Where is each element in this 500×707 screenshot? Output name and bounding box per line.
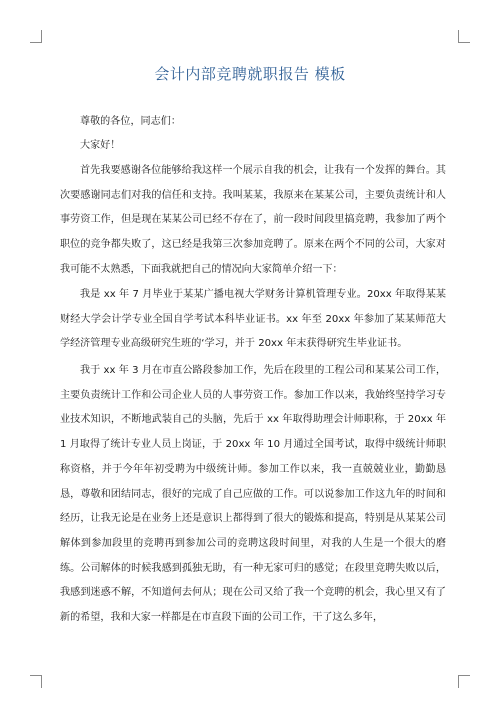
crop-mark-top-right-v (458, 30, 459, 42)
crop-mark-top-left-v (41, 30, 42, 42)
crop-mark-top-left-h (30, 42, 42, 43)
paragraph-career: 我于 xx 年 3 月在市直公路段参加工作，先后在段里的工程公司和某某公司工作，主要负责统计工作和公司企业人员的人事劳资工作。参加工作以来，我始终坚持学习专业技术知识，不断地武装自己的头脑，先后于 xx 年取得助理会计师职称，于 20xx 年 1 月取得了统计专业人员上岗证，于 20xx 年 10 月通过全国考试，取得中级统计师职称资格，并于今年年初受聘为中级统计师。参加工作以来，我一直兢兢业业，勤勤恳恳，尊敬和团结同志，很好的完成了自己应做的工作。可以说参加工作这九年的时间和经历，让我无论是在业务上还是意识上都得到了很大的锻炼和提高，特别是从某某公司解体到参加段里的竞聘再到参加公司的竞聘这段时间里，对我的人生是一个很大的磨练。公司解体的时候我感到孤独无助，有一种无家可归的感觉；在段里竞聘失败以后，我感到迷惑不解，不知道何去何从；现在公司又给了我一个竞聘的机会，我心里又有了新的希望，我和大家一样都是在市直段下面的公司工作，干了这么多年， (60, 365, 446, 624)
document-title: 会计内部竞聘就职报告 模板 (154, 65, 346, 83)
crop-mark-bottom-right-v (458, 676, 459, 688)
crop-mark-top-right-h (458, 42, 470, 43)
salutation: 尊敬的各位，同志们： (80, 116, 181, 127)
crop-mark-bottom-left-v (41, 676, 42, 688)
crop-mark-bottom-right-h (458, 675, 470, 676)
paragraph-education: 我是 xx 年 7 月毕业于某某广播电视大学财务计算机管理专业。20xx 年取得某某财经大学会计学专业全国自学考试本科毕业证书。xx 年至 20xx 年参加了某某师范大学经济管理专业高级研究生班的‘学习，并于 20xx 年末获得研究生毕业证书。 (60, 289, 446, 350)
greeting: 大家好！ (80, 140, 121, 151)
paragraph-intro: 首先我要感谢各位能够给我这样一个展示自我的机会，让我有一个发挥的舞台。其次要感谢同志们对我的信任和支持。我叫某某，我原来在某某公司，主要负责统计和人事劳资工作，但是现在某某公司已经不存在了，前一段时间段里搞竞聘，我参加了两个职位的竞争都失败了，这已经是我第三次参加竞聘了。原来在两个不同的公司，大家对我可能不太熟悉，下面我就把自己的情况向大家简单介绍一下： (60, 165, 446, 275)
